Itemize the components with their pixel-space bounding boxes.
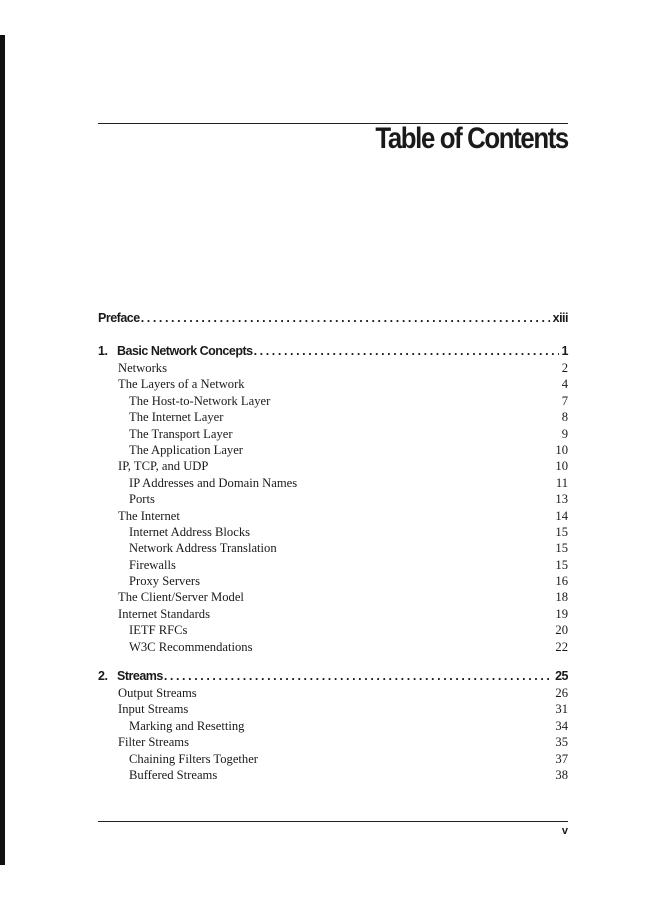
toc-entry-label: The Layers of a Network <box>118 377 245 392</box>
toc-entry-label: Internet Address Blocks <box>129 524 251 539</box>
toc-entry-label: W3C Recommendations <box>129 639 253 654</box>
toc-entry[interactable] <box>98 442 568 458</box>
chapter-number: 1. <box>98 344 108 358</box>
dot-leader <box>164 668 552 685</box>
toc-entry-label: Filter Streams <box>118 735 190 750</box>
toc-chapter-1[interactable] <box>98 343 568 360</box>
toc-entry-page: 10 <box>555 442 568 457</box>
table-of-contents <box>98 310 568 783</box>
toc-entry-label: The Internet <box>118 508 180 523</box>
toc-entry[interactable] <box>98 718 568 734</box>
toc-entry-label: Ports <box>129 492 155 507</box>
toc-entry-page: 14 <box>555 508 568 523</box>
page-title: Table of Contents <box>375 122 568 155</box>
toc-entry[interactable] <box>98 508 568 524</box>
toc-entry[interactable] <box>98 767 568 783</box>
dot-leader <box>254 343 559 360</box>
toc-entry[interactable] <box>98 458 568 474</box>
toc-entry-page: 2 <box>561 361 568 375</box>
toc-chapter-2[interactable] <box>98 668 568 685</box>
toc-entry-page: 38 <box>555 767 568 782</box>
toc-entry-page: 22 <box>555 639 568 654</box>
toc-entry-page: 15 <box>555 524 568 539</box>
toc-entry[interactable] <box>98 734 568 750</box>
toc-entry-page: 19 <box>555 606 568 621</box>
toc-entry[interactable] <box>98 751 568 767</box>
page-spine-edge <box>0 35 5 865</box>
toc-entry[interactable] <box>98 685 568 701</box>
toc-entry[interactable] <box>98 589 568 605</box>
toc-entry-page: 18 <box>555 590 568 605</box>
toc-preface[interactable] <box>98 310 568 327</box>
toc-entry-page: 34 <box>555 718 568 733</box>
toc-entry-page: 35 <box>555 735 568 750</box>
toc-entry-label: IP, TCP, and UDP <box>118 459 209 474</box>
toc-entry-label: The Internet Layer <box>129 410 224 425</box>
toc-entry-page: 31 <box>555 702 568 717</box>
chapter-title: Basic Network Concepts <box>117 344 253 358</box>
toc-entry[interactable] <box>98 639 568 655</box>
toc-entry[interactable] <box>98 557 568 573</box>
toc-entry-page: 20 <box>555 623 568 638</box>
toc-entry-page: 37 <box>555 751 568 766</box>
toc-entry-page: 16 <box>555 574 568 589</box>
toc-entry[interactable] <box>98 475 568 491</box>
toc-entry-label: The Transport Layer <box>129 426 233 441</box>
toc-preface-page: xiii <box>552 311 568 325</box>
toc-entry[interactable] <box>98 393 568 409</box>
toc-entry-page: 4 <box>561 377 568 392</box>
toc-entry-label: Chaining Filters Together <box>129 751 259 766</box>
toc-entry[interactable] <box>98 376 568 392</box>
toc-entry-page: 8 <box>561 410 568 425</box>
toc-entry-label: The Application Layer <box>129 442 244 457</box>
toc-entry[interactable] <box>98 701 568 717</box>
chapter-page: 25 <box>555 669 568 684</box>
toc-entry-page: 15 <box>555 557 568 572</box>
toc-entry-label: Marking and Resetting <box>129 718 245 733</box>
toc-entry[interactable] <box>98 622 568 638</box>
chapter-number: 2. <box>98 669 108 684</box>
toc-entry[interactable] <box>98 606 568 622</box>
toc-entry[interactable] <box>98 524 568 540</box>
toc-entry-label: IETF RFCs <box>129 623 188 638</box>
chapter-page: 1 <box>561 344 568 358</box>
toc-entry-label: Network Address Translation <box>129 541 277 556</box>
toc-preface-label: Preface <box>98 311 140 325</box>
chapter-title: Streams <box>117 669 163 684</box>
toc-entry-page: 13 <box>555 492 568 507</box>
toc-entry[interactable] <box>98 360 568 376</box>
toc-entry-label: The Host-to-Network Layer <box>129 393 271 408</box>
toc-entry[interactable] <box>98 409 568 425</box>
toc-entry-page: 26 <box>555 686 568 701</box>
toc-entry[interactable] <box>98 573 568 589</box>
toc-entry-label: The Client/Server Model <box>118 590 244 605</box>
dot-leader <box>141 310 550 327</box>
bottom-rule <box>98 821 568 822</box>
toc-entry-label: Firewalls <box>129 557 176 572</box>
toc-entry-label: Proxy Servers <box>129 574 201 589</box>
toc-entry[interactable] <box>98 426 568 442</box>
toc-entry[interactable] <box>98 491 568 507</box>
toc-entry-page: 7 <box>561 393 568 408</box>
toc-entry-label: Networks <box>118 361 167 375</box>
toc-entry-label: IP Addresses and Domain Names <box>129 475 298 490</box>
page-number: v <box>561 825 568 837</box>
toc-entry-page: 11 <box>555 475 568 490</box>
toc-entry-page: 9 <box>561 426 568 441</box>
toc-entry-label: Buffered Streams <box>129 767 218 782</box>
toc-entry[interactable] <box>98 540 568 556</box>
toc-entry-page: 15 <box>555 541 568 556</box>
toc-entry-label: Output Streams <box>118 686 197 701</box>
toc-entry-label: Input Streams <box>118 702 189 717</box>
toc-entry-page: 10 <box>555 459 568 474</box>
toc-entry-label: Internet Standards <box>118 606 210 621</box>
